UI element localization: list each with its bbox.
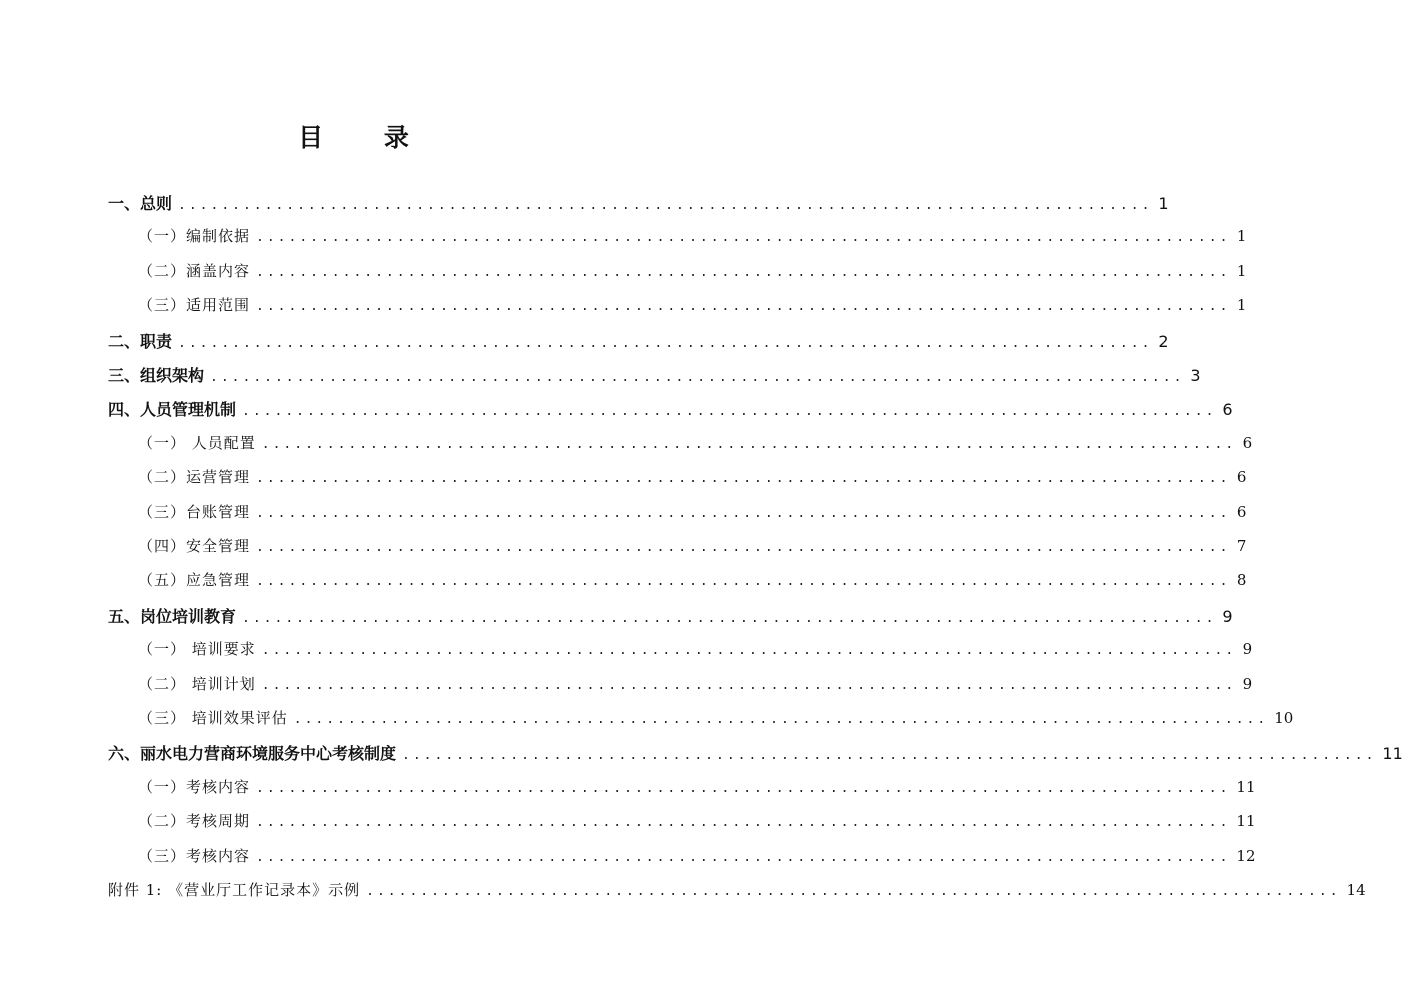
toc-subsection-entry[interactable] — [138, 535, 1247, 565]
toc-subsection-entry[interactable] — [138, 501, 1247, 531]
toc-page-number: 12 — [1236, 846, 1256, 865]
toc-subsection-entry[interactable] — [138, 707, 1294, 737]
toc-subsection-entry[interactable] — [138, 294, 1247, 324]
toc-dot-leader: .......................................................................................... — [256, 849, 1231, 865]
toc-page-number: 6 — [1222, 400, 1233, 420]
toc-dot-leader: .......................................................................................... — [261, 643, 1237, 659]
toc-page-number: 9 — [1242, 640, 1253, 659]
toc-dot-leader: .......................................................................................... — [256, 540, 1231, 555]
toc-page-number: 3 — [1190, 366, 1201, 385]
toc-dot-leader: .......................................................................................... — [402, 748, 1377, 764]
toc-entry-label: （五）应急管理 — [138, 571, 251, 590]
toc-page-number: 2 — [1158, 331, 1169, 351]
toc-entry-label: （二）运营管理 — [138, 468, 251, 487]
toc-entry-label: （三）台账管理 — [138, 502, 251, 521]
toc-dot-leader: .......................................................................................... — [256, 471, 1231, 487]
toc-entry-label: （二）考核周期 — [138, 812, 251, 831]
toc-entry-label: （一）考核内容 — [138, 777, 251, 796]
toc-entry-label: （二）涵盖内容 — [138, 261, 251, 280]
toc-subsection-entry[interactable] — [138, 638, 1253, 668]
toc-entry-label: 三、组织架构 — [108, 366, 205, 385]
toc-entry-label: （一） 培训要求 — [138, 640, 256, 659]
toc-title: 目 录 — [298, 123, 435, 152]
toc-dot-leader: .......................................................................................... — [261, 436, 1237, 452]
toc-entry-label: 二、职责 — [108, 331, 173, 351]
toc-page-number: 11 — [1382, 744, 1403, 764]
toc-entry-label: （三）适用范围 — [138, 296, 251, 315]
toc-page-number: 11 — [1236, 812, 1256, 831]
toc-dot-leader: .......................................................................................... — [178, 335, 1153, 351]
toc-page-number: 1 — [1236, 296, 1247, 315]
toc-entry-label: （四）安全管理 — [138, 537, 251, 555]
toc-subsection-entry[interactable] — [138, 260, 1247, 290]
toc-entry-label: 四、人员管理机制 — [108, 400, 237, 420]
toc-dot-leader: .......................................................................................... — [256, 299, 1231, 315]
toc-dot-leader: .......................................................................................... — [256, 574, 1231, 590]
toc-page-number: 1 — [1236, 227, 1247, 246]
toc-subsection-entry[interactable] — [138, 569, 1247, 599]
toc-entry-label: 一、总则 — [108, 194, 173, 213]
toc-subsection-entry[interactable] — [138, 845, 1256, 875]
toc-dot-leader: .......................................................................................... — [242, 610, 1217, 626]
toc-page-number: 6 — [1236, 468, 1247, 487]
toc-page-number: 1 — [1158, 194, 1169, 213]
toc-page-number: 11 — [1236, 777, 1256, 796]
toc-section-entry[interactable] — [108, 363, 1201, 393]
toc-dot-leader: .......................................................................................... — [256, 780, 1231, 796]
toc-subsection-entry[interactable] — [138, 466, 1247, 496]
toc-dot-leader: .......................................................................................... — [256, 505, 1231, 521]
toc-dot-leader: .......................................................................................... — [261, 677, 1237, 693]
toc-section-entry[interactable] — [108, 191, 1169, 221]
toc-subsection-entry[interactable] — [138, 673, 1253, 703]
toc-entry-label: （三） 培训效果评估 — [138, 709, 288, 727]
toc-page-number: 9 — [1222, 606, 1233, 626]
toc-appendix-entry[interactable] — [108, 879, 1366, 909]
toc-page-number: 7 — [1236, 537, 1247, 555]
toc-dot-leader: .......................................................................................... — [366, 884, 1341, 899]
toc-subsection-entry[interactable] — [138, 810, 1256, 840]
toc-dot-leader: .......................................................................................... — [256, 815, 1231, 831]
toc-dot-leader: .......................................................................................... — [242, 404, 1217, 420]
toc-page-number: 9 — [1242, 674, 1253, 693]
toc-page-number: 6 — [1242, 433, 1253, 452]
toc-entry-label: （一） 人员配置 — [138, 433, 256, 452]
toc-entry-label: （一）编制依据 — [138, 227, 251, 246]
toc-entry-label: 附件 1: 《营业厅工作记录本》示例 — [108, 881, 361, 899]
toc-dot-leader: .......................................................................................... — [256, 264, 1231, 280]
toc-dot-leader: .......................................................................................... — [210, 370, 1185, 385]
toc-section-entry[interactable] — [108, 741, 1403, 771]
toc-section-entry[interactable] — [108, 604, 1233, 634]
toc-subsection-entry[interactable] — [138, 432, 1253, 462]
toc-page-number: 14 — [1346, 881, 1366, 899]
toc-dot-leader: .......................................................................................... — [256, 230, 1231, 246]
toc-subsection-entry[interactable] — [138, 776, 1256, 806]
toc-subsection-entry[interactable] — [138, 225, 1247, 255]
toc-section-entry[interactable] — [108, 329, 1169, 359]
toc-dot-leader: .......................................................................................... — [293, 712, 1269, 727]
toc-entry-label: （三）考核内容 — [138, 846, 251, 865]
toc-dot-leader: .......................................................................................... — [178, 198, 1153, 213]
toc-page-number: 10 — [1274, 709, 1294, 727]
toc-entry-label: 六、丽水电力营商环境服务中心考核制度 — [108, 744, 397, 764]
toc-entry-label: 五、岗位培训教育 — [108, 606, 237, 626]
toc-page-number: 6 — [1236, 502, 1247, 521]
toc-section-entry[interactable] — [108, 397, 1233, 427]
toc-page-number: 8 — [1236, 571, 1247, 590]
toc-page-number: 1 — [1236, 261, 1247, 280]
toc-entry-label: （二） 培训计划 — [138, 674, 256, 693]
